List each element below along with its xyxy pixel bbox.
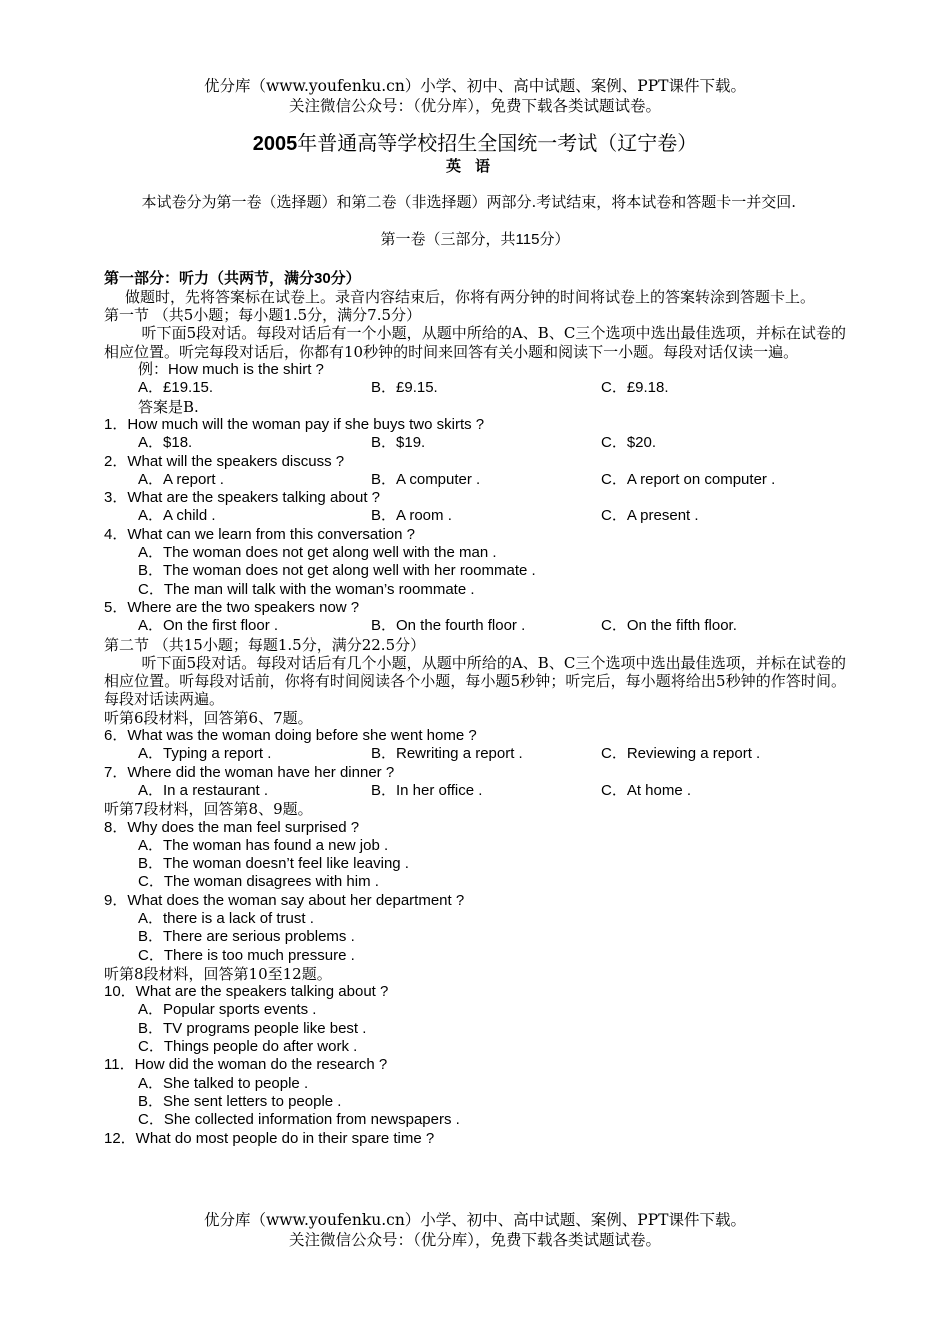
question-7-options: [104, 782, 846, 800]
question-7-option-c: C．At home .: [601, 781, 692, 799]
example-options: [104, 379, 846, 397]
footer-line-1: 优分库（www.youfenku.cn）小学、初中、高中试题、案例、PPT课件下载。: [203, 1211, 747, 1229]
question-10-option-a: A．Popular sports events .: [138, 1001, 317, 1019]
question-10-option-b: B．TV programs people like best .: [138, 1019, 367, 1037]
question-7-option-b: B．In her office .: [371, 781, 483, 799]
question-10: 10．What are the speakers talking about ?: [104, 983, 389, 1001]
question-11-option-a: A．She talked to people .: [138, 1074, 309, 1092]
material-label-7: 听第7段材料，回答第8、9题。: [104, 800, 313, 819]
question-9-option-a: A．there is a lack of trust .: [138, 909, 314, 927]
question-5: 5．Where are the two speakers now ?: [104, 598, 360, 616]
example-option-a: A．£19.15.: [138, 379, 214, 397]
question-5-option-a: A．On the first floor .: [138, 617, 279, 635]
question-1-options: [104, 434, 846, 452]
question-4-option-c: C．The man will talk with the woman’s roommate .: [138, 580, 475, 598]
question-3-option-b: B．A room .: [371, 507, 452, 525]
material-label-6: 听第6段材料，回答第6、7题。: [104, 708, 313, 727]
question-6-option-c: C．Reviewing a report .: [601, 745, 761, 763]
example-answer: 答案是B.: [138, 397, 199, 416]
question-7-option-a: A．In a restaurant .: [138, 781, 269, 799]
volume-heading: 第一卷（三部分，共115分）: [380, 231, 570, 249]
part1-instruction: 做题时，先将答案标在试卷上。录音内容结束后，你将有两分钟的时间将试卷上的答案转涂到答题卡上。: [125, 287, 816, 306]
question-1-option-c: C．$20.: [601, 434, 657, 452]
question-6: 6．What was the woman doing before she went home ?: [104, 727, 477, 745]
question-1-option-a: A．$18.: [138, 434, 193, 452]
question-8: 8．Why does the man feel surprised ?: [104, 818, 360, 836]
question-5-options: [104, 617, 846, 635]
question-3: 3．What are the speakers talking about ?: [104, 489, 380, 507]
question-2-option-c: C．A report on computer .: [601, 470, 776, 488]
question-8-option-c: C．The woman disagrees with him .: [138, 873, 379, 891]
question-6-options: [104, 745, 846, 763]
question-2-option-a: A．A report .: [138, 470, 224, 488]
intro-paragraph: 本试卷分为第一卷（选择题）和第二卷（非选择题）两部分.考试结束，将本试卷和答题卡一并交回.: [141, 193, 797, 211]
exam-year: 2005: [252, 133, 298, 155]
section1-instruction: 听下面5段对话。每段对话后有一个小题，从题中所给的A、B、C三个选项中选出最佳选项，并标在试卷的相应位置。听完每段对话后，你都有10秒钟的时间来回答有关小题和阅读下一小题。每段对话仅读一遍。: [104, 324, 846, 361]
section1-questions: [104, 416, 846, 636]
question-11: 11．How did the woman do the research ?: [104, 1056, 388, 1074]
material-label-8: 听第8段材料，回答第10至12题。: [104, 964, 332, 983]
question-6-option-a: A．Typing a report .: [138, 745, 272, 763]
question-1: 1．How much will the woman pay if she buys two skirts ?: [104, 415, 485, 433]
question-8-option-a: A．The woman has found a new job .: [138, 836, 389, 854]
exam-content: [104, 193, 846, 1148]
section2-groups: [104, 709, 846, 1148]
question-5-option-b: B．On the fourth floor .: [371, 617, 526, 635]
question-11-option-c: C．She collected information from newspapers .: [138, 1111, 460, 1129]
section1-heading: 第一节 （共5小题；每小题1.5分，满分7.5分）: [104, 306, 422, 325]
section2-heading: 第二节 （共15小题；每题1.5分，满分22.5分）: [104, 635, 426, 654]
section2-instruction: 听下面5段对话。每段对话后有几个小题，从题中所给的A、B、C三个选项中选出最佳选项，并标在试卷的相应位置。听每段对话前，你将有时间阅读各个小题，每小题5秒钟；听完后，每小题将给出5秒钟的作答时间。每段对话读两遍。: [104, 653, 846, 709]
exam-title: [0, 131, 950, 156]
question-8-option-b: B．The woman doesn’t feel like leaving .: [138, 855, 409, 873]
example-question: 例：How much is the shirt ?: [138, 361, 324, 379]
question-1-option-b: B．$19.: [371, 434, 426, 452]
header-line-1: 优分库（www.youfenku.cn）小学、初中、高中试题、案例、PPT课件下载。: [203, 77, 747, 95]
footer-line-2: 关注微信公众号：（优分库），免费下载各类试题试卷。: [288, 1231, 661, 1249]
question-9-option-b: B．There are serious problems .: [138, 928, 355, 946]
question-5-option-c: C．On the fifth floor.: [601, 617, 737, 635]
header-line-2: 关注微信公众号：（优分库），免费下载各类试题试卷。: [288, 97, 661, 115]
question-10-option-c: C．Things people do after work .: [138, 1038, 358, 1056]
question-9-option-c: C．There is too much pressure .: [138, 946, 355, 964]
question-6-option-b: B．Rewriting a report .: [371, 745, 523, 763]
question-11-option-b: B．She sent letters to people .: [138, 1092, 342, 1110]
question-9: 9．What does the woman say about her department ?: [104, 891, 465, 909]
question-3-option-a: A．A child .: [138, 507, 216, 525]
question-4-option-a: A．The woman does not get along well with the man .: [138, 544, 497, 562]
question-3-option-c: C．A present .: [601, 507, 699, 525]
question-4-option-b: B．The woman does not get along well with her roommate .: [138, 562, 536, 580]
question-2-option-b: B．A computer .: [371, 470, 481, 488]
question-2: 2．What will the speakers discuss ?: [104, 452, 345, 470]
example-option-b: B．£9.15.: [371, 379, 438, 397]
question-3-options: [104, 507, 846, 525]
example-option-c: C．£9.18.: [601, 379, 669, 397]
question-4: 4．What can we learn from this conversation ?: [104, 525, 415, 543]
exam-title-text: 年普通高等学校招生全国统一考试（辽宁卷）: [297, 131, 698, 155]
exam-subject: 英语: [445, 157, 504, 175]
question-2-options: [104, 471, 846, 489]
question-7: 7．Where did the woman have her dinner ?: [104, 763, 395, 781]
part1-heading: 第一部分：听力（共两节，满分30分）: [104, 269, 361, 287]
question-12: 12．What do most people do in their spare time ?: [104, 1129, 435, 1147]
